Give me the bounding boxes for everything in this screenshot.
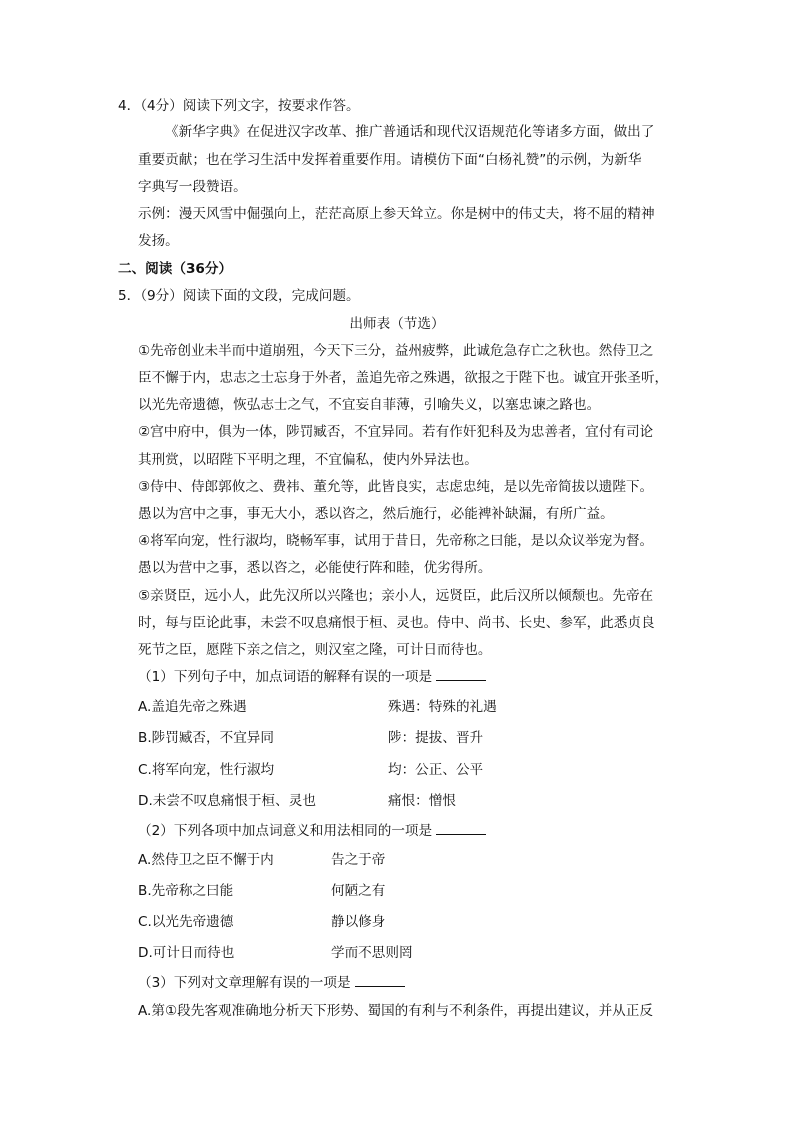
sub2-option-c: C.以光先帝遗德 xyxy=(138,914,234,930)
sub1-option-b: B.陟罚臧否，不宜异同 xyxy=(138,730,274,746)
passage-line: 其刑赏，以昭陛下平明之理，不宜偏私，使内外异法也。 xyxy=(138,452,478,468)
sub1-option-b-gloss: 陟：提拔、晋升 xyxy=(388,730,484,746)
passage-line: ②宫中府中，俱为一体，陟罚臧否，不宜异同。若有作奸犯科及为忠善者，宜付有司论 xyxy=(138,424,654,440)
sub3-stem xyxy=(138,974,405,992)
sub3-stem-text: （3）下列对文章理解有误的一项是 xyxy=(138,975,351,991)
sub2-stem-text: （2）下列各项中加点词意义和用法相同的一项是 xyxy=(138,823,433,839)
sub1-stem-text: （1）下列句子中，加点词语的解释有误的一项是 xyxy=(138,669,433,685)
answer-blank[interactable] xyxy=(436,822,486,835)
sub1-option-a-gloss: 殊遇：特殊的礼遇 xyxy=(388,699,497,715)
q4-example-line-1: 示例：漫天风雪中倔强向上，茫茫高原上参天耸立。你是树中的伟丈夫，将不屈的精神 xyxy=(138,206,655,222)
sub2-option-a-compare: 告之于帝 xyxy=(331,852,386,868)
sub2-option-d: D.可计日而待也 xyxy=(138,945,235,961)
passage-line: 臣不懈于内，忠志之士忘身于外者，盖追先帝之殊遇，欲报之于陛下也。诚宜开张圣听， xyxy=(138,370,669,386)
passage-title: 出师表（节选） xyxy=(349,316,445,332)
passage-line: ④将军向宠，性行淑均，晓畅军事，试用于昔日，先帝称之曰能，是以众议举宠为督。 xyxy=(138,533,654,549)
answer-blank[interactable] xyxy=(355,974,405,987)
passage-line: ⑤亲贤臣，远小人，此先汉所以兴隆也；亲小人，远贤臣，此后汉所以倾颓也。先帝在 xyxy=(138,588,654,604)
sub2-option-b: B.先帝称之曰能 xyxy=(138,883,234,899)
q4-body-line-1: 《新华字典》在促进汉字改革、推广普通话和现代汉语规范化等诸多方面，做出了 xyxy=(165,124,655,140)
sub2-option-b-compare: 何陋之有 xyxy=(331,883,386,899)
q4-body-line-3: 字典写一段赞语。 xyxy=(138,179,247,195)
sub2-option-a: A.然侍卫之臣不懈于内 xyxy=(138,852,274,868)
sub2-option-c-compare: 静以修身 xyxy=(331,914,386,930)
sub1-option-d: D.未尝不叹息痛恨于桓、灵也 xyxy=(138,793,316,809)
sub1-option-c: C.将军向宠，性行淑均 xyxy=(138,762,275,778)
q4-body-line-2: 重要贡献；也在学习生活中发挥着重要作用。请模仿下面“白杨礼赞”的示例，为新华 xyxy=(138,152,642,168)
sub1-stem xyxy=(138,668,486,686)
sub1-option-c-gloss: 均：公正、公平 xyxy=(388,762,484,778)
passage-line: ①先帝创业未半而中道崩殂，今天下三分，益州疲弊，此诚危急存亡之秋也。然侍卫之 xyxy=(138,343,654,359)
passage-line: 愚以为宫中之事，事无大小，悉以咨之，然后施行，必能裨补缺漏，有所广益。 xyxy=(138,506,614,522)
sub1-option-d-gloss: 痛恨：憎恨 xyxy=(388,793,456,809)
section-title-reading: 二、阅读（36分） xyxy=(118,261,233,277)
passage-line: 死节之臣，愿陛下亲之信之，则汉室之隆，可计日而待也。 xyxy=(138,642,492,658)
q4-header: 4．（4分）阅读下列文字，按要求作答。 xyxy=(118,98,360,114)
q5-header: 5．（9分）阅读下面的文段，完成问题。 xyxy=(118,288,360,304)
sub1-option-a: A.盖追先帝之殊遇 xyxy=(138,699,247,715)
sub2-option-d-compare: 学而不思则罔 xyxy=(331,945,413,961)
sub3-option-a: A.第①段先客观准确地分析天下形势、蜀国的有利与不利条件，再提出建议，并从正反 xyxy=(138,1003,653,1019)
passage-line: ③侍中、侍郎郭攸之、费祎、董允等，此皆良实，志虑忠纯，是以先帝简拔以遗陛下。 xyxy=(138,479,654,495)
passage-line: 以光先帝遗德，恢弘志士之气，不宜妄自菲薄，引喻失义，以塞忠谏之路也。 xyxy=(138,397,601,413)
passage-line: 时，每与臣论此事，未尝不叹息痛恨于桓、灵也。侍中、尚书、长史、参军，此悉贞良 xyxy=(138,615,655,631)
answer-blank[interactable] xyxy=(436,668,486,681)
q4-example-line-2: 发扬。 xyxy=(138,233,179,249)
sub2-stem xyxy=(138,822,486,840)
passage-line: 愚以为营中之事，悉以咨之，必能使行阵和睦，优劣得所。 xyxy=(138,560,492,576)
